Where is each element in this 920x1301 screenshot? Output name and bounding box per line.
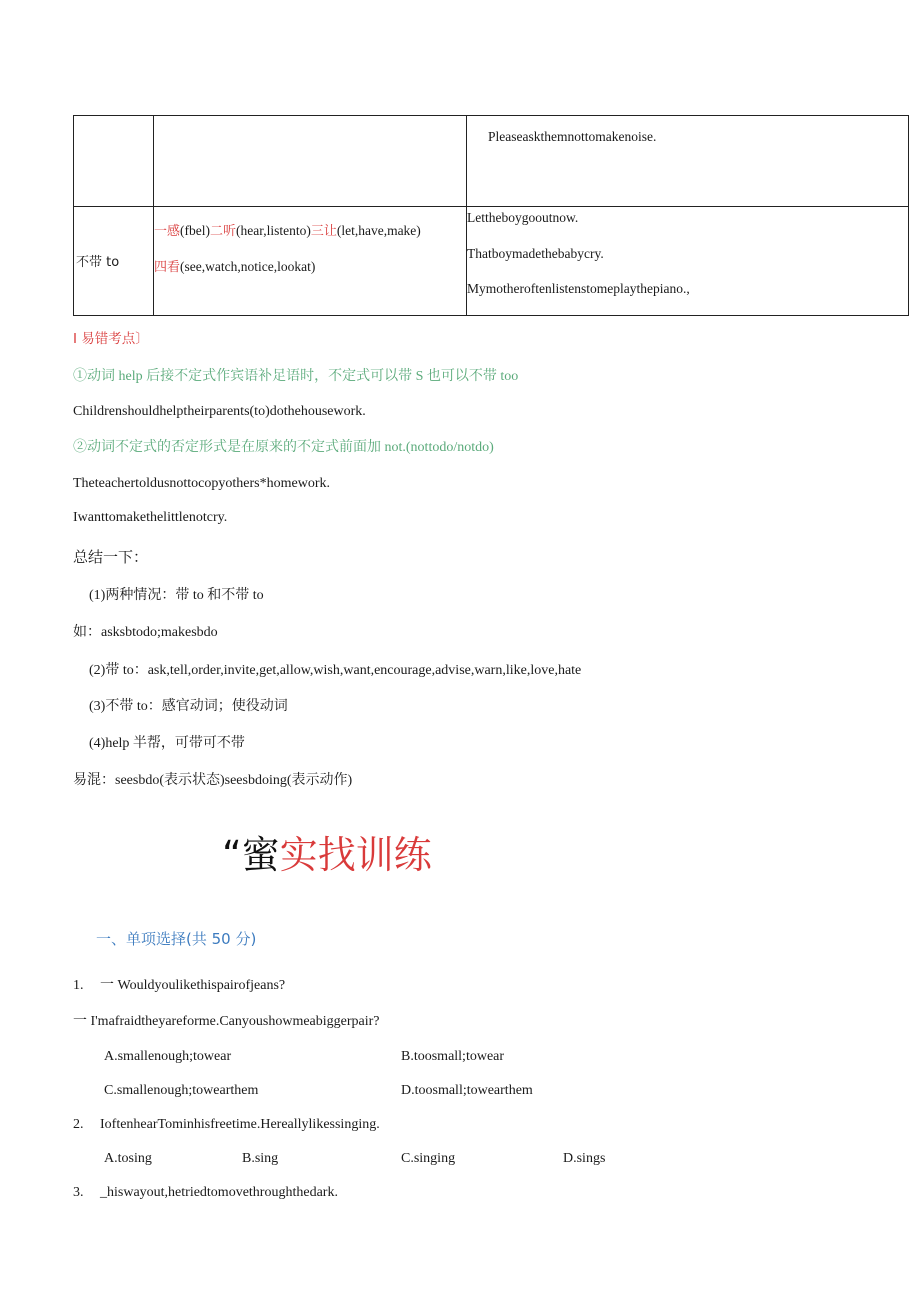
question-3-number: 3.	[73, 1185, 84, 1200]
question-1-stem: 一 Wouldyoulikethispairofjeans?	[100, 978, 286, 993]
table-cell-r1c2	[154, 116, 467, 207]
table-cell-r1c1	[74, 116, 154, 207]
table-label-no-to: 不带 to	[76, 255, 120, 270]
question-1-stem-2: 一 I'mafraidtheyareforme.Canyoushowmeabiggerpair?	[73, 1014, 380, 1029]
tips-point-1: ①动词 help 后接不定式作宾语补足语时，不定式可以带 S 也可以不带 too	[73, 369, 519, 384]
question-1-number: 1.	[73, 978, 84, 993]
tips-heading: I 易错考点〕	[73, 331, 149, 347]
verb-group-see-label: 四看	[154, 260, 181, 275]
table-example-piano: Mymotheroftenlistenstomeplaythepiano.,	[467, 281, 690, 296]
table-cell-r2c2	[154, 207, 467, 316]
table-cell-r1c3	[467, 116, 909, 207]
table-cell-r2c1	[74, 207, 154, 316]
verb-group-hear-label: 二听	[210, 224, 237, 239]
summary-line-1: (1)两种情况：带 to 和不带 to	[89, 588, 264, 603]
summary-line-2: 如：asksbtodo;makesbdo	[73, 625, 218, 640]
summary-line-3: (2)带 to：ask,tell,order,invite,get,allow,wish,want,encourage,advise,warn,like,love,hate	[89, 663, 582, 678]
summary-heading: 总结一下：	[73, 548, 149, 566]
verb-group-hear: (hear,listento)	[236, 223, 311, 238]
question-2-option-c[interactable]: C.singing	[401, 1151, 456, 1166]
tips-example-1: Childrenshouldhelptheirparents(to)dothehousework.	[73, 404, 366, 419]
table-example-noise: Pleaseaskthemnottomakenoise.	[488, 129, 657, 144]
verb-group-line2	[154, 260, 315, 274]
practice-title	[222, 833, 432, 877]
summary-line-4: (3)不带 to：感官动词；使役动词	[89, 699, 288, 714]
question-1-option-b[interactable]: B.toosmall;towear	[401, 1049, 505, 1064]
summary-line-5: (4)help 半帮，可带可不带	[89, 736, 245, 751]
section-heading: 一、单项选择(共 50 分)	[96, 930, 257, 948]
verb-group-line1	[154, 224, 421, 238]
summary-line-6: 易混：seesbdo(表示状态)seesbdoing(表示动作)	[73, 773, 353, 788]
tips-example-2: Theteachertoldusnottocopyothers*homework.	[73, 476, 330, 491]
table-example-baby: Thatboymadethebabycry.	[467, 246, 604, 261]
verb-group-let: (let,have,make)	[336, 223, 421, 238]
tips-example-3: Iwanttomakethelittlenotcry.	[73, 510, 228, 525]
question-1-option-d[interactable]: D.toosmall;towearthem	[401, 1083, 533, 1098]
question-3-stem: _hiswayout,hetriedtomovethroughthedark.	[100, 1185, 338, 1200]
practice-title-black: “蜜	[222, 833, 280, 877]
verb-group-feel-label: 一感	[154, 224, 181, 239]
tips-point-2: ②动词不定式的否定形式是在原来的不定式前面加 not.(nottodo/notdo)	[73, 440, 494, 455]
question-1-option-c[interactable]: C.smallenough;towearthem	[104, 1083, 259, 1098]
practice-title-red: 实找训练	[279, 833, 432, 877]
verb-group-let-label: 三让	[310, 224, 337, 239]
question-2-number: 2.	[73, 1117, 84, 1132]
question-1-option-a[interactable]: A.smallenough;towear	[104, 1049, 232, 1064]
question-2-option-d[interactable]: D.sings	[563, 1151, 606, 1166]
question-2-stem: IoftenhearTominhisfreetime.Hereallylikessinging.	[100, 1117, 380, 1132]
question-2-option-b[interactable]: B.sing	[242, 1151, 279, 1166]
table-example-boy: Lettheboygooutnow.	[467, 210, 579, 225]
verb-group-see: (see,watch,notice,lookat)	[180, 259, 316, 274]
table-cell-r2c3	[467, 207, 909, 316]
verb-group-feel: (fbel)	[180, 223, 210, 238]
grammar-table	[73, 115, 909, 316]
question-2-option-a[interactable]: A.tosing	[104, 1151, 152, 1166]
